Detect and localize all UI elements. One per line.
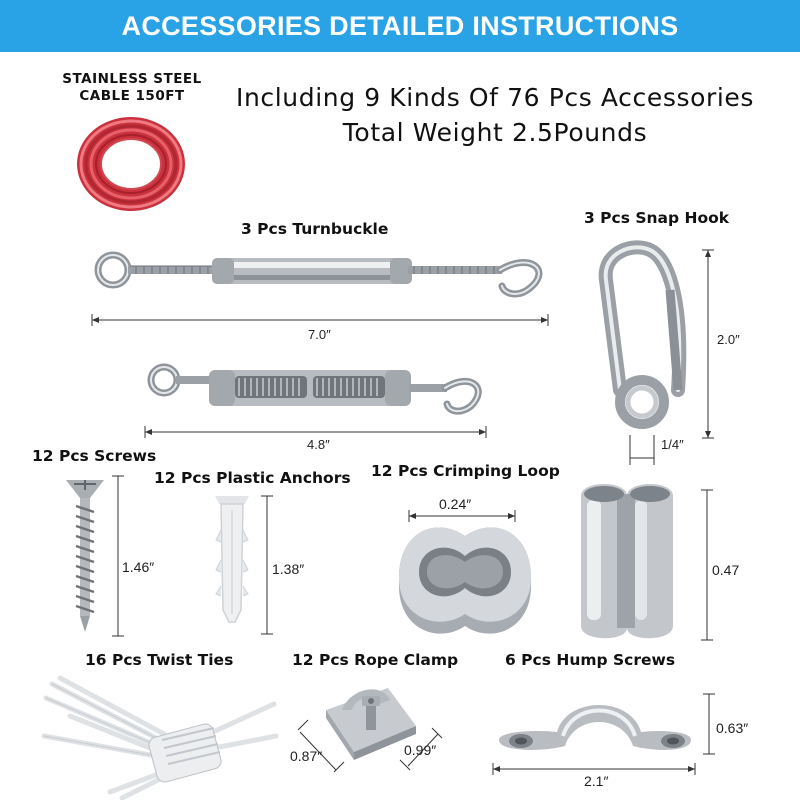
- snap-hook-eye-dim: 1/4″: [661, 437, 684, 452]
- twist-ties-label: 16 Pcs Twist Ties: [85, 651, 234, 669]
- headline-line1: Including 9 Kinds Of 76 Pcs Accessories: [236, 83, 754, 112]
- turnbuckle-label: 3 Pcs Turnbuckle: [241, 220, 389, 238]
- screw-image: [60, 472, 130, 640]
- twist-ties-image: [40, 676, 280, 800]
- rope-clamp-dim-a: 0.87″: [290, 748, 323, 764]
- rope-clamp-label: 12 Pcs Rope Clamp: [292, 651, 459, 669]
- anchors-label: 12 Pcs Plastic Anchors: [154, 469, 351, 487]
- cable-label-line2: CABLE 150FT: [79, 88, 185, 104]
- hump-screws-label: 6 Pcs Hump Screws: [505, 651, 676, 669]
- snap-hook-label: 3 Pcs Snap Hook: [584, 209, 730, 227]
- headline-line2: Total Weight 2.5Pounds: [342, 118, 648, 147]
- crimping-loop-label: 12 Pcs Crimping Loop: [371, 462, 560, 480]
- turnbuckle-small-dim: 4.8″: [307, 437, 330, 452]
- snap-hook-height-dim: 2.0″: [717, 332, 740, 347]
- hump-screws-height-dim: 0.63″: [716, 720, 749, 736]
- cable-label: [44, 71, 220, 105]
- banner-title: ACCESSORIES DETAILED INSTRUCTIONS: [121, 10, 679, 41]
- header-banner: [0, 0, 800, 52]
- cable-label-line1: STAINLESS STEEL: [62, 71, 202, 87]
- plastic-anchor-image: [205, 490, 275, 640]
- turnbuckle-small-image: [143, 358, 488, 428]
- crimping-loop-front-image: [395, 522, 535, 642]
- screws-dim: 1.46″: [122, 559, 155, 575]
- cable-coil-image: [72, 108, 190, 216]
- turnbuckle-large-image: [90, 242, 550, 312]
- snap-hook-image: [590, 240, 720, 465]
- rope-clamp-image: [296, 674, 446, 784]
- crimping-loop-width-dim: 0.24″: [439, 496, 472, 512]
- rope-clamp-dim-b: 0.99″: [404, 742, 437, 758]
- anchors-dim: 1.38″: [272, 561, 305, 577]
- hump-screws-width-dim: 2.1″: [584, 773, 609, 789]
- turnbuckle-large-dim: 7.0″: [308, 327, 331, 342]
- crimping-loop-side-image: [577, 478, 717, 643]
- screws-label: 12 Pcs Screws: [32, 447, 157, 465]
- crimping-loop-height-dim: 0.47: [712, 562, 740, 578]
